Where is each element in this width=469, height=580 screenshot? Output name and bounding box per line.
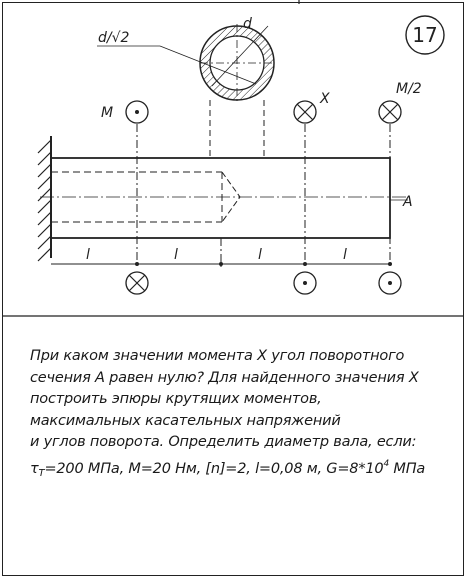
outer-diameter-label: d [243, 16, 252, 32]
bottom-dot-305 [294, 272, 316, 294]
task-line-4: максимальных касательных напряжений [30, 412, 341, 429]
segment-length-4: l [343, 247, 347, 263]
given-values-text: =200 МПа, M=20 Нм, [n]=2, l=0,08 м, G=8*10 [44, 460, 384, 477]
segment-length-2: l [174, 247, 178, 263]
G-unit: МПа [388, 460, 426, 477]
given-values [30, 454, 450, 485]
inner-diameter-label: d/√2 [98, 30, 130, 46]
segment-length-3: l [258, 247, 262, 263]
moment-M [101, 101, 148, 268]
segment-length-1: l [86, 247, 90, 263]
tau-symbol: τ [30, 460, 39, 477]
dot-icon [388, 281, 392, 285]
problem-number-badge [406, 16, 444, 54]
task-line-1: При каком значении момента X угол поворотного [30, 348, 405, 364]
shaft-body [40, 158, 408, 238]
moment-M-label: M [101, 105, 114, 121]
dot-icon [135, 110, 139, 114]
problem-number: 17 [412, 23, 438, 47]
section-A-label: A [403, 194, 413, 210]
dot-icon [303, 281, 307, 285]
task-line-3: построить эпюры крутящих моментов, [30, 391, 322, 407]
task-line-5: и углов поворота. Определить диаметр вала, если: [30, 434, 417, 450]
fixed-support [38, 136, 51, 261]
task-line-2: сечения A равен нулю? Для найденного значения X [30, 369, 419, 386]
bottom-cross-137 [126, 272, 148, 294]
tau-subscript: Т [38, 467, 45, 479]
moment-M-half-label: M/2 [396, 81, 422, 97]
moment-X-label: X [320, 91, 330, 107]
G-exponent: 4 [383, 458, 389, 469]
bottom-dot-390 [379, 272, 401, 294]
shaft-cross-section [97, 16, 274, 102]
moment-X [294, 91, 330, 268]
moment-M-half [379, 81, 422, 268]
task-text [30, 346, 450, 484]
